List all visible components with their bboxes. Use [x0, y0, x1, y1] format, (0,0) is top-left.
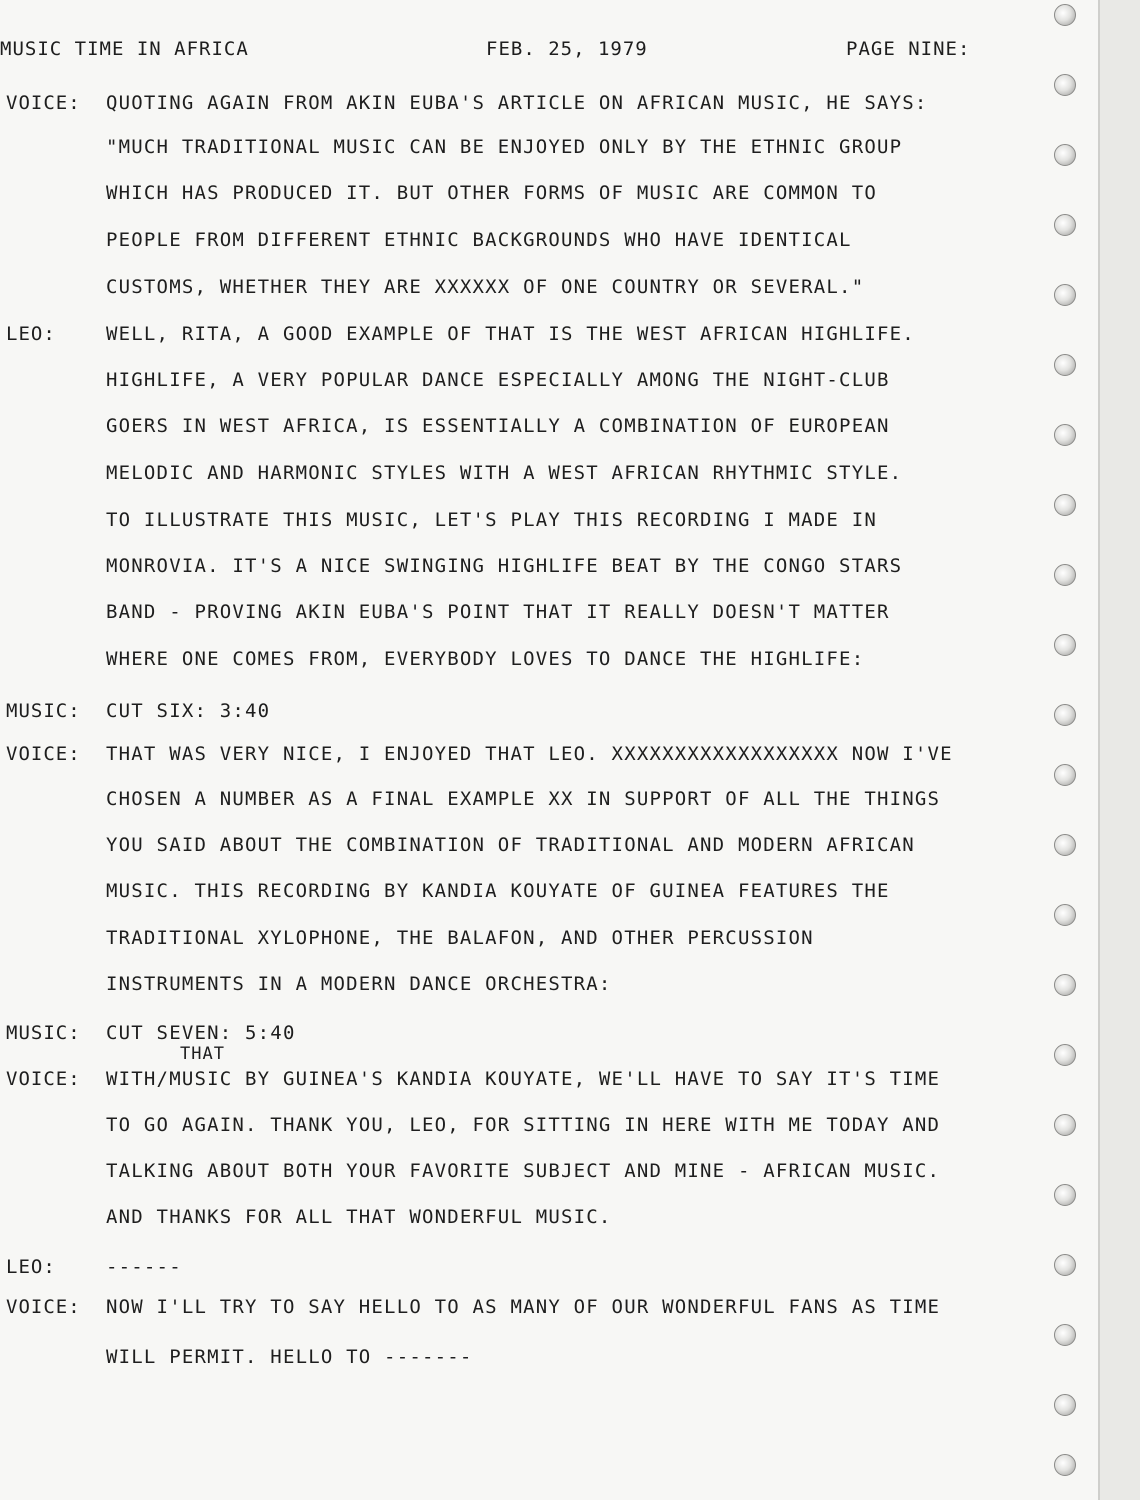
script-line: TO ILLUSTRATE THIS MUSIC, LET'S PLAY THIS RECORDING I MADE IN — [106, 509, 877, 531]
script-line: TALKING ABOUT BOTH YOUR FAVORITE SUBJECT AND MINE - AFRICAN MUSIC. — [106, 1160, 941, 1182]
feed-hole — [1054, 284, 1076, 306]
speaker-label: VOICE: — [6, 1068, 81, 1090]
script-line: NOW I'LL TRY TO SAY HELLO TO AS MANY OF OUR WONDERFUL FANS AS TIME — [106, 1296, 941, 1318]
feed-hole — [1054, 354, 1076, 376]
script-line: AND THANKS FOR ALL THAT WONDERFUL MUSIC. — [106, 1206, 612, 1228]
script-line: WHICH HAS PRODUCED IT. BUT OTHER FORMS OF MUSIC ARE COMMON TO — [106, 182, 877, 204]
feed-hole — [1054, 974, 1076, 996]
feed-hole — [1054, 1454, 1076, 1476]
script-line: GOERS IN WEST AFRICA, IS ESSENTIALLY A COMBINATION OF EUROPEAN — [106, 415, 890, 437]
script-line: MUSIC. THIS RECORDING BY KANDIA KOUYATE OF GUINEA FEATURES THE — [106, 880, 890, 902]
speaker-label: LEO: — [6, 323, 56, 345]
script-line: CHOSEN A NUMBER AS A FINAL EXAMPLE XX IN SUPPORT OF ALL THE THINGS — [106, 788, 941, 810]
feed-hole — [1054, 214, 1076, 236]
feed-hole — [1054, 424, 1076, 446]
script-line: "MUCH TRADITIONAL MUSIC CAN BE ENJOYED ONLY BY THE ETHNIC GROUP — [106, 136, 903, 158]
music-cue: CUT SIX: 3:40 — [106, 700, 271, 722]
speaker-label: MUSIC: — [6, 1022, 81, 1044]
page-number: PAGE NINE: — [846, 38, 971, 60]
script-line: YOU SAID ABOUT THE COMBINATION OF TRADITIONAL AND MODERN AFRICAN — [106, 834, 915, 856]
script-line: TO GO AGAIN. THANK YOU, LEO, FOR SITTING IN HERE WITH ME TODAY AND — [106, 1114, 941, 1136]
feed-hole — [1054, 1044, 1076, 1066]
script-line: WITH/MUSIC BY GUINEA'S KANDIA KOUYATE, WE'LL HAVE TO SAY IT'S TIME — [106, 1068, 941, 1090]
paper-edge — [1100, 0, 1140, 1500]
script-line: QUOTING AGAIN FROM AKIN EUBA'S ARTICLE ON AFRICAN MUSIC, HE SAYS: — [106, 92, 928, 114]
script-line: CUSTOMS, WHETHER THEY ARE XXXXXX OF ONE COUNTRY OR SEVERAL." — [106, 276, 865, 298]
tractor-feed-holes — [1050, 0, 1080, 1500]
broadcast-date: FEB. 25, 1979 — [486, 38, 648, 60]
script-line: BAND - PROVING AKIN EUBA'S POINT THAT IT REALLY DOESN'T MATTER — [106, 601, 890, 623]
feed-hole — [1054, 634, 1076, 656]
music-cue: CUT SEVEN: 5:40 — [106, 1022, 296, 1044]
feed-hole — [1054, 1114, 1076, 1136]
feed-hole — [1054, 834, 1076, 856]
feed-hole — [1054, 1324, 1076, 1346]
script-line: THAT WAS VERY NICE, I ENJOYED THAT LEO. XXXXXXXXXXXXXXXXXX NOW I'VE — [106, 743, 953, 765]
script-line: MONROVIA. IT'S A NICE SWINGING HIGHLIFE BEAT BY THE CONGO STARS — [106, 555, 903, 577]
feed-hole — [1054, 564, 1076, 586]
feed-hole — [1054, 494, 1076, 516]
speaker-label: VOICE: — [6, 1296, 81, 1318]
speaker-label: LEO: — [6, 1256, 56, 1278]
script-line: WELL, RITA, A GOOD EXAMPLE OF THAT IS THE WEST AFRICAN HIGHLIFE. — [106, 323, 915, 345]
script-line: MELODIC AND HARMONIC STYLES WITH A WEST AFRICAN RHYTHMIC STYLE. — [106, 462, 903, 484]
program-title: MUSIC TIME IN AFRICA — [0, 38, 249, 60]
script-line: TRADITIONAL XYLOPHONE, THE BALAFON, AND OTHER PERCUSSION — [106, 927, 814, 949]
feed-hole — [1054, 1254, 1076, 1276]
feed-hole — [1054, 1394, 1076, 1416]
script-line: WHERE ONE COMES FROM, EVERYBODY LOVES TO DANCE THE HIGHLIFE: — [106, 648, 865, 670]
feed-hole — [1054, 4, 1076, 26]
script-line: HIGHLIFE, A VERY POPULAR DANCE ESPECIALLY AMONG THE NIGHT-CLUB — [106, 369, 890, 391]
feed-hole — [1054, 704, 1076, 726]
feed-hole — [1054, 904, 1076, 926]
script-line: INSTRUMENTS IN A MODERN DANCE ORCHESTRA: — [106, 973, 612, 995]
speaker-label: MUSIC: — [6, 700, 81, 722]
script-line: WILL PERMIT. HELLO TO ------- — [106, 1346, 473, 1368]
feed-hole — [1054, 74, 1076, 96]
speaker-label: VOICE: — [6, 743, 81, 765]
speaker-label: VOICE: — [6, 92, 81, 114]
script-line: ------ — [106, 1256, 182, 1278]
handwritten-insertion: THAT — [180, 1044, 225, 1064]
script-line: PEOPLE FROM DIFFERENT ETHNIC BACKGROUNDS WHO HAVE IDENTICAL — [106, 229, 852, 251]
feed-hole — [1054, 1184, 1076, 1206]
feed-hole — [1054, 764, 1076, 786]
feed-hole — [1054, 144, 1076, 166]
